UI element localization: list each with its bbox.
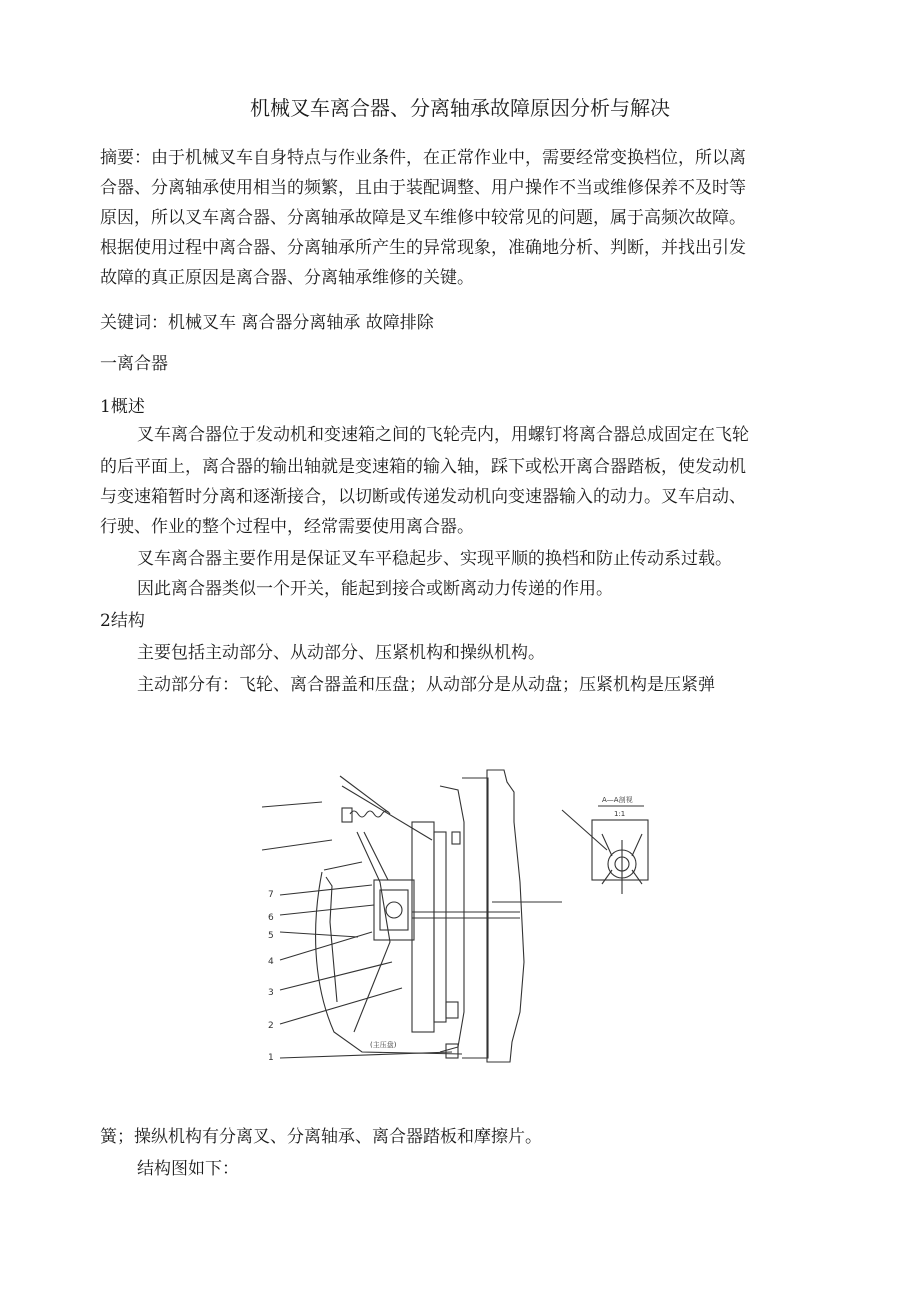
abstract-line: 故障的真正原因是离合器、分离轴承维修的关键。 (100, 268, 474, 288)
callout-2: 2 (268, 1021, 274, 1031)
paragraph-line: 叉车离合器位于发动机和变速箱之间的飞轮壳内，用螺钉将离合器总成固定在飞轮 (137, 425, 749, 445)
section-heading: 一离合器 (100, 354, 168, 374)
paragraph-line: 与变速箱暂时分离和逐渐接合，以切断或传递发动机向变速器输入的动力。叉车启动、 (100, 487, 746, 507)
figure-bottom-label: (主压盘) (370, 1041, 397, 1049)
abstract-line: 原因，所以叉车离合器、分离轴承故障是叉车维修中较常见的问题，属于高频次故障。 (100, 208, 746, 228)
clutch-structure-figure (262, 762, 660, 1070)
paragraph-line: 行驶、作业的整个过程中，经常需要使用离合器。 (100, 517, 474, 537)
callout-5: 5 (268, 931, 274, 941)
page-title: 机械叉车离合器、分离轴承故障原因分析与解决 (250, 96, 670, 120)
callout-7: 7 (268, 890, 274, 900)
section-view-label: A—A剖视 (602, 796, 633, 804)
scale-label: 1:1 (614, 810, 626, 818)
subsection-heading: 2结构 (100, 611, 145, 631)
paragraph-line: 的后平面上，离合器的输出轴就是变速箱的输入轴，踩下或松开离合器踏板，使发动机 (100, 457, 746, 477)
paragraph-line: 簧；操纵机构有分离叉、分离轴承、离合器踏板和摩擦片。 (100, 1127, 542, 1147)
paragraph-line: 结构图如下： (137, 1159, 239, 1179)
keywords: 关键词：机械叉车 离合器分离轴承 故障排除 (100, 313, 434, 333)
paragraph-line: 因此离合器类似一个开关，能起到接合或断离动力传递的作用。 (137, 579, 613, 599)
callout-3: 3 (268, 988, 274, 998)
callout-1: 1 (268, 1053, 274, 1063)
paragraph-line: 主要包括主动部分、从动部分、压紧机构和操纵机构。 (137, 643, 545, 663)
abstract-line: 根据使用过程中离合器、分离轴承所产生的异常现象，准确地分析、判断，并找出引发 (100, 238, 746, 258)
paragraph-line: 主动部分有：飞轮、离合器盖和压盘；从动部分是从动盘；压紧机构是压紧弹 (137, 675, 715, 695)
paragraph-line: 叉车离合器主要作用是保证叉车平稳起步、实现平顺的换档和防止传动系过载。 (137, 549, 732, 569)
abstract-line: 合器、分离轴承使用相当的频繁，且由于装配调整、用户操作不当或维修保养不及时等 (100, 178, 746, 198)
callout-6: 6 (268, 913, 274, 923)
abstract-line: 摘要：由于机械叉车自身特点与作业条件，在正常作业中，需要经常变换档位，所以离 (100, 148, 746, 168)
subsection-heading: 1概述 (100, 397, 145, 417)
callout-4: 4 (268, 957, 274, 967)
